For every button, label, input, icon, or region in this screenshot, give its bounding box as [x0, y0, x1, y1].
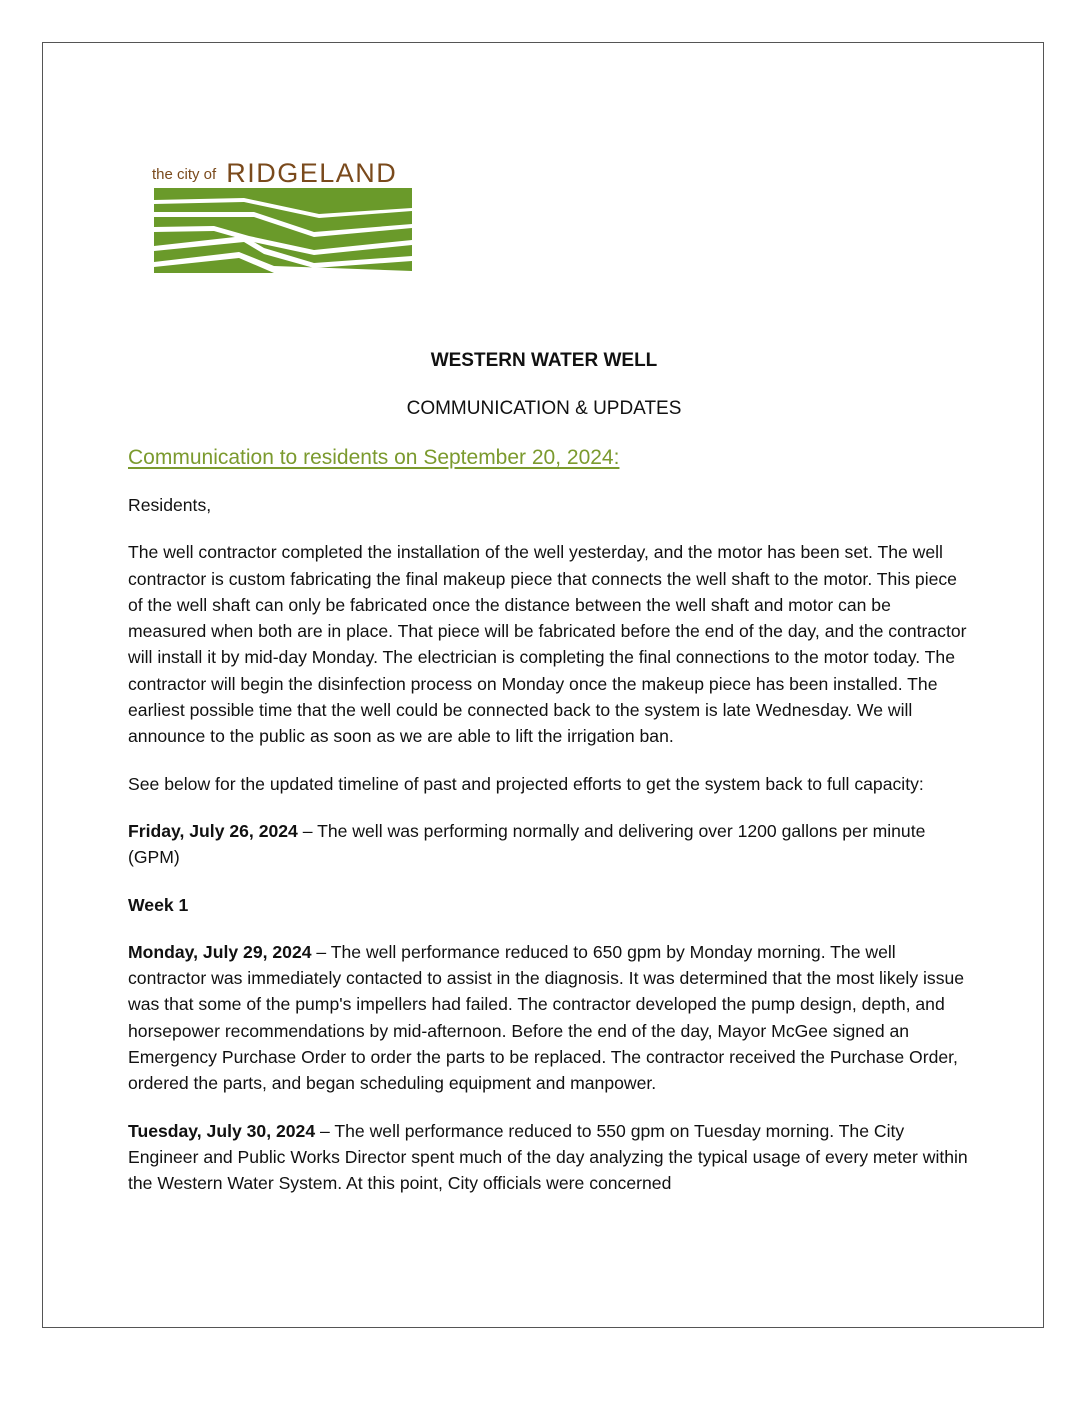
- paragraph-update: The well contractor completed the installation of the well yesterday, and the motor has been set. The well contractor is custom fabricating the final makeup piece that connects the well shaft to the motor. This piece of the well shaft can only be fabricated once the distance between the well shaft and motor can be measured when both are in place. That piece will be fabricated before the end of the day, and the contractor will install it by mid-day Monday. The electrician is completing the final connections to the motor today. The contractor will begin the disinfection process on Monday once the makeup piece has been installed. The earliest possible time that the well could be connected back to the system is late Wednesday. We will announce to the public as soon as we are able to lift the irrigation ban.: [128, 542, 967, 747]
- entry-text: – The well performance reduced to 650 gpm by Monday morning. The well contractor was immediately contacted to assist in the diagnosis. It was determined that the most likely issue was that some of the pump's impellers had failed. The contractor developed the pump design, depth, and horsepower recommendations by mid-afternoon. Before the end of the day, Mayor McGee signed an Emergency Purchase Order to order the parts to be replaced. The contractor received the Purchase Order, ordered the parts, and began scheduling equipment and manpower.: [128, 941, 965, 1094]
- logo-wordmark: [152, 156, 397, 186]
- logo-small-text: the city of: [152, 166, 217, 183]
- logo-city-name: RIDGELAND: [226, 158, 398, 188]
- paragraph-timeline-intro: See below for the updated timeline of past and projected efforts to get the system back to full capacity:: [128, 773, 924, 794]
- document-body: [128, 492, 968, 1218]
- entry-text: – The well was performing normally and delivering over 1200 gallons per minute (GPM): [128, 820, 926, 868]
- city-logo: [152, 156, 412, 274]
- communication-heading-link[interactable]: Communication to residents on September 20, 2024:: [128, 446, 620, 469]
- entry-date: Friday, July 26, 2024: [128, 820, 298, 841]
- entry-date: Tuesday, July 30, 2024: [128, 1120, 316, 1141]
- entry-text: – The well performance reduced to 550 gpm on Tuesday morning. The City Engineer and Public Works Director spent much of the day analyzing the typical usage of every meter within the Western Water System. At this point, City officials were concerned: [128, 1120, 968, 1194]
- document-title: WESTERN WATER WELL: [430, 350, 658, 371]
- week-heading-text: Week 1: [128, 894, 189, 915]
- timeline-entry: [128, 1118, 968, 1197]
- greeting: Residents,: [128, 495, 212, 515]
- entry-date: Monday, July 29, 2024: [128, 941, 312, 962]
- week-heading: [128, 892, 968, 918]
- document-subtitle: COMMUNICATION & UPDATES: [406, 398, 682, 419]
- logo-stripes-graphic: [154, 188, 412, 273]
- timeline-entry: [128, 818, 968, 871]
- timeline-entry: [128, 939, 968, 1097]
